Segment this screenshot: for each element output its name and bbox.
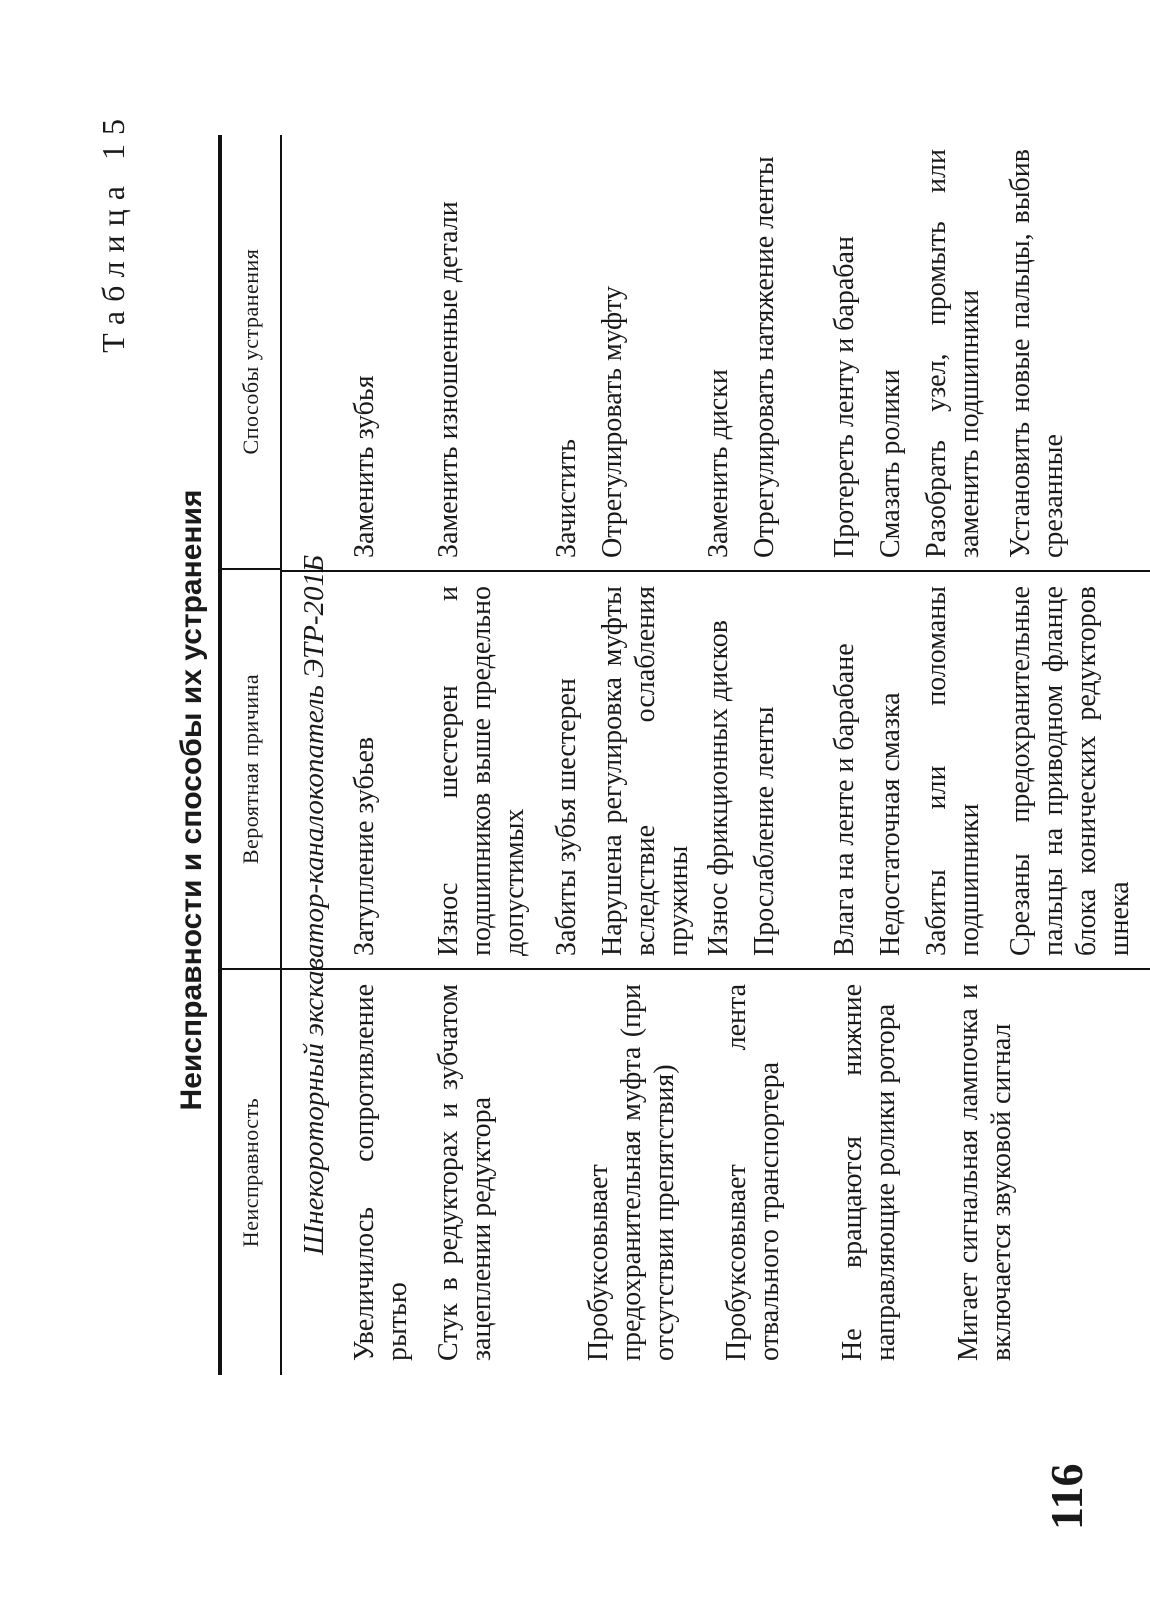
cause-column xyxy=(282,570,1150,970)
cause-cell xyxy=(744,572,824,968)
cause-cell xyxy=(428,572,546,968)
remedy-text: Протереть ленту и барабан xyxy=(829,236,860,558)
remedy-text: Разобрать узел, промыть или заменить подшипники xyxy=(921,149,985,558)
page-title: Неисправности и способы их устранения xyxy=(175,489,208,1111)
remedy-text: Заменить зубья xyxy=(349,375,380,558)
remedy-cell xyxy=(870,135,916,570)
table-header-row xyxy=(222,135,280,1375)
cause-text: Забиты или поломаны подшипники xyxy=(921,586,985,956)
cause-cell xyxy=(546,572,592,968)
remedy-cell xyxy=(344,135,428,570)
remedy-cell xyxy=(546,135,592,570)
fault-text: Увеличилось сопротивление рытью xyxy=(349,984,413,1361)
fault-text: Мигает сигнальная лампочка и включается звуковой сигнал xyxy=(953,984,1017,1361)
cause-cell xyxy=(1000,572,1150,968)
cause-text: Износ фрикционных дисков xyxy=(703,620,734,956)
remedy-cell xyxy=(916,135,1000,570)
fault-cell xyxy=(428,970,578,1375)
table-label: Таблица 15 xyxy=(95,110,131,353)
header-remedy: Способы устранения xyxy=(222,135,280,570)
cause-cell xyxy=(698,572,744,968)
cause-cell xyxy=(824,572,870,968)
fault-text: Пробуксовывает лента отвального транспортера xyxy=(721,984,785,1361)
remedy-text: Отрегулировать натяжение ленты xyxy=(749,156,780,558)
remedy-cell xyxy=(428,135,546,570)
cause-text: Забиты зубья шестерен xyxy=(551,678,582,956)
section-title: Шнекороторный экскаватор-каналокопатель ЭТР-201Б xyxy=(298,554,330,1255)
fault-cell xyxy=(716,970,832,1375)
remedy-text: Отрегулировать муфту xyxy=(597,285,628,558)
remedy-cell xyxy=(744,135,824,570)
header-fault: Неисправность xyxy=(238,1097,263,1248)
fault-cell xyxy=(948,970,1068,1375)
fault-cell xyxy=(578,970,716,1375)
cause-text: Влага на ленте и барабане xyxy=(829,643,860,956)
remedy-text: Установить новые пальцы, выбив срезанные xyxy=(1005,149,1069,558)
header-cause: Вероятная причина xyxy=(222,570,280,970)
remedy-text: Заменить диски xyxy=(703,369,734,558)
cause-cell xyxy=(870,572,916,968)
remedy-cell xyxy=(824,135,870,570)
fault-text: Не вращаются нижние направляющие ролики ротора xyxy=(837,984,901,1361)
remedy-cell xyxy=(592,135,698,570)
cause-text: Недостаточная смазка xyxy=(875,692,906,956)
cause-text: Нарушена регулировка муфты вследствие ослабления пружины xyxy=(597,586,694,956)
remedy-cell xyxy=(698,135,744,570)
page-number: 116 xyxy=(1041,1463,1092,1530)
fault-text: Стук в редукторах и зубчатом зацеплении редуктора xyxy=(433,984,497,1361)
fault-cell xyxy=(344,970,428,1375)
fault-column xyxy=(344,970,1150,1375)
remedy-text: Смазать ролики xyxy=(875,369,906,558)
fault-text: Пробуксовывает предохранительная муфта (при отсутствии препятствия) xyxy=(583,984,680,1361)
cause-text: Срезаны предохранительные пальцы на приводном фланце блока конических редукторов шнека xyxy=(1005,586,1135,956)
cause-text: Затупление зубьев xyxy=(349,736,380,956)
cause-text: Прослабление ленты xyxy=(749,706,780,956)
faults-table xyxy=(218,135,1150,1375)
table-body xyxy=(344,135,1150,1375)
remedy-text: Зачистить xyxy=(551,438,582,558)
remedy-column xyxy=(344,135,1150,570)
cause-cell xyxy=(344,572,428,968)
cause-cell xyxy=(592,572,698,968)
cause-text: Износ шестерен и подшипников выше предельно допустимых xyxy=(433,586,530,956)
cause-cell xyxy=(916,572,1000,968)
remedy-text: Заменить изношенные детали xyxy=(433,201,464,558)
remedy-cell xyxy=(1000,135,1150,570)
fault-cell xyxy=(832,970,948,1375)
